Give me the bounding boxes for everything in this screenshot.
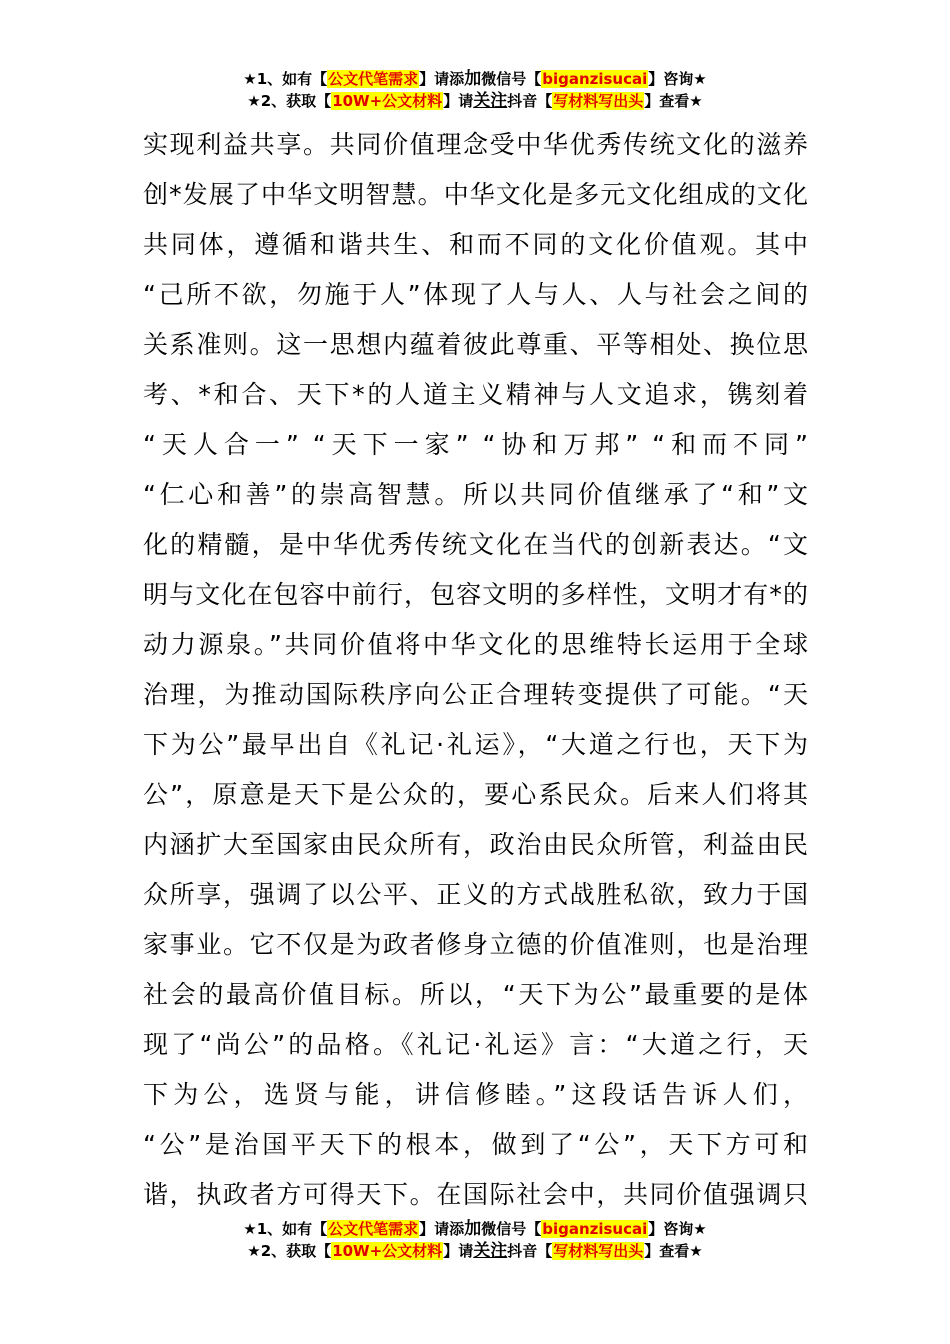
body-line: 谐，执政者方可得天下。在国际社会中，共同价值强调只 xyxy=(143,1180,808,1209)
footer-banner xyxy=(0,1218,950,1262)
body-line: 明与文化在包容中前行，包容文明的多样性，文明才有*的 xyxy=(143,580,808,609)
body-line: 家事业。它不仅是为政者修身立德的价值准则，也是治理 xyxy=(143,930,808,959)
footer-line-1 xyxy=(0,1218,950,1240)
footer-line-1-middle: 】请添 xyxy=(419,1220,465,1238)
body-line: 实现利益共享。共同价值理念受中华优秀传统文化的滋养 xyxy=(143,130,808,159)
header-line-2-emphasis: 关注 xyxy=(473,91,508,111)
header-highlight-douyin-account: 写材料写出头 xyxy=(553,92,644,110)
header-banner xyxy=(0,68,950,112)
body-line: “仁心和善”的崇高智慧。所以共同价值继承了“和”文 xyxy=(143,480,808,509)
footer-line-1-prefix: ★1、如有【 xyxy=(243,1220,328,1238)
body-line: “己所不欲，勿施于人”体现了人与人、人与社会之间的 xyxy=(143,280,808,309)
header-line-1-middle: 】请添 xyxy=(419,70,465,88)
header-line-1-middle-2: 微信号【 xyxy=(481,70,542,88)
footer-highlight-wechat-id: biganzisucai xyxy=(542,1220,648,1238)
header-line-2 xyxy=(0,90,950,112)
header-line-1-emphasis: 加 xyxy=(464,69,482,89)
footer-highlight-service: 公文代笔需求 xyxy=(328,1220,419,1238)
footer-highlight-materials: 10W+公文材料 xyxy=(332,1242,443,1260)
header-line-2-suffix: 】查看★ xyxy=(644,92,703,110)
footer-line-2-suffix: 】查看★ xyxy=(644,1242,703,1260)
body-line: 众所享，强调了以公平、正义的方式战胜私欲，致力于国 xyxy=(143,880,808,909)
body-line: 下为公”最早出自《礼记·礼运》，“大道之行也，天下为 xyxy=(143,730,808,759)
footer-line-2-middle: 】请 xyxy=(443,1242,474,1260)
body-line: 考、*和合、天下*的人道主义精神与人文追求，镌刻着 xyxy=(143,380,808,409)
body-line: 创*发展了中华文明智慧。中华文化是多元文化组成的文化 xyxy=(143,180,808,209)
header-highlight-service: 公文代笔需求 xyxy=(328,70,419,88)
footer-line-2 xyxy=(0,1240,950,1262)
header-highlight-wechat-id: biganzisucai xyxy=(542,70,648,88)
body-line: 共同体，遵循和谐共生、和而不同的文化价值观。其中 xyxy=(143,230,808,259)
footer-line-2-prefix: ★2、获取【 xyxy=(247,1242,332,1260)
footer-line-2-emphasis: 关注 xyxy=(473,1241,508,1261)
footer-line-1-emphasis: 加 xyxy=(464,1219,482,1239)
body-line: 关系准则。这一思想内蕴着彼此尊重、平等相处、换位思 xyxy=(143,330,808,359)
body-line: 动力源泉。”共同价值将中华文化的思维特长运用于全球 xyxy=(143,630,808,659)
header-line-1-suffix: 】咨询★ xyxy=(648,70,707,88)
footer-line-2-middle-2: 抖音【 xyxy=(507,1242,553,1260)
body-line: “公”是治国平天下的根本，做到了“公”，天下方可和 xyxy=(143,1130,808,1159)
body-line: 治理，为推动国际秩序向公正合理转变提供了可能。“天 xyxy=(143,680,808,709)
header-line-2-middle-2: 抖音【 xyxy=(507,92,553,110)
body-line: 公”，原意是天下是公众的，要心系民众。后来人们将其 xyxy=(143,780,808,809)
header-line-2-prefix: ★2、获取【 xyxy=(247,92,332,110)
footer-line-1-suffix: 】咨询★ xyxy=(648,1220,707,1238)
footer-highlight-douyin-account: 写材料写出头 xyxy=(553,1242,644,1260)
header-highlight-materials: 10W+公文材料 xyxy=(332,92,443,110)
body-line: 化的精髓，是中华优秀传统文化在当代的创新表达。“文 xyxy=(143,530,808,559)
body-line: 内涵扩大至国家由民众所有，政治由民众所管，利益由民 xyxy=(143,830,808,859)
body-line: 下为公，选贤与能，讲信修睦。”这段话告诉人们， xyxy=(143,1080,808,1109)
body-line: “天人合一” “天下一家” “协和万邦” “和而不同” xyxy=(143,430,808,459)
header-line-1-prefix: ★1、如有【 xyxy=(243,70,328,88)
body-line: 社会的最高价值目标。所以，“天下为公”最重要的是体 xyxy=(143,980,808,1009)
header-line-1 xyxy=(0,68,950,90)
header-line-2-middle: 】请 xyxy=(443,92,474,110)
body-line: 现了“尚公”的品格。《礼记·礼运》言：“大道之行，天 xyxy=(143,1030,808,1059)
footer-line-1-middle-2: 微信号【 xyxy=(481,1220,542,1238)
